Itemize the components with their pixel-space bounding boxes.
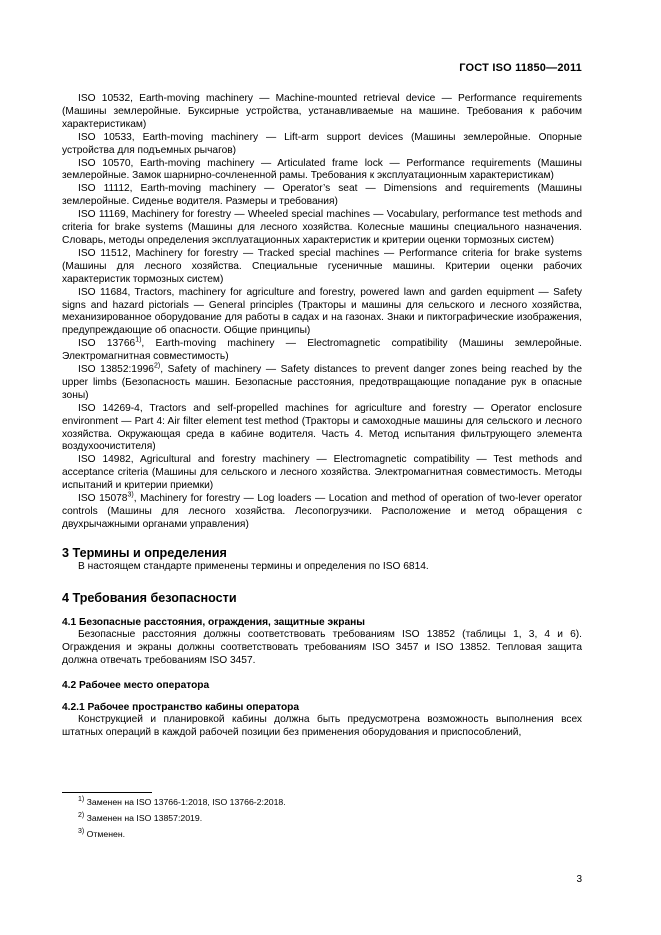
footnote-item: $^{2)}$ Заменен на ISO 13857:2019. — [78, 812, 203, 823]
reference-item: ISO 11684, Tractors, machinery for agriculture and forestry, powered lawn and garden equipment — Safety signs and hazard pictorials — General principles (Тракторы и машины для сельского и лесного хозяйства, механизированное оборудование для работы в садах и на газонах. Знаки и пиктографические изображения, предупреждающие об опасности. Общие принципы) — [62, 286, 582, 337]
page-number: 3 — [576, 874, 582, 885]
reference-item: ISO 11112, Earth-moving machinery — Operator’s seat — Dimensions and requirements (Машины землеройные. Сиденье водителя. Размеры и требования) — [62, 183, 582, 208]
footnote-item: $^{3)}$ Отменен. — [78, 828, 126, 839]
reference-item: ISO 10533, Earth-moving machinery — Lift-arm support devices (Машины землеройные. Опорные устройства для подъемных рычагов) — [62, 131, 582, 156]
footnotes — [62, 792, 582, 845]
reference-item: ISO 14269-4, Tractors and self-propelled machines for agriculture and forestry — Operator enclosure environment — Part 4: Air filter element test method (Тракторы и самоходные машины для сельского и лесного хозяйства. Окружающая среда в кабине водителя. Часть 4. Метод испытания фильтрующего элемента воздухоочистителя) — [62, 402, 582, 453]
subsection-4-1-heading: 4.1 Безопасные расстояния, ограждения, защитные экраны — [62, 616, 365, 628]
subsection-4-2-1-heading: 4.2.1 Рабочее пространство кабины оператора — [62, 702, 300, 714]
footnote-mark: 3) — [78, 828, 85, 836]
footnote-ref: 3) — [127, 491, 134, 499]
footnote-divider — [62, 792, 152, 793]
reference-item: ISO 11169, Machinery for forestry — Wheeled special machines — Vocabulary, performance test methods and criteria for brake systems (Машины для лесного хозяйства. Колесные машины специального назначения. Словарь, методы определения эксплуатационных характеристик и критерии оценки тормозных систем) — [62, 209, 582, 246]
reference-item: ISO 10532, Earth-moving machinery — Machine-mounted retrieval device — Performance requirements (Машины землеройные. Буксирные устройства, устанавливаемые на машине. Требования к рабочим характеристикам) — [62, 93, 582, 130]
footnote-item: $^{1)}$ Заменен на ISO 13766-1:2018, ISO 13766-2:2018. — [78, 796, 286, 807]
footnote-ref: 2) — [153, 362, 161, 370]
reference-item: ISO 11512, Machinery for forestry — Tracked special machines — Performance criteria for brake systems (Машины для лесного хозяйства. Специальные гусеничные машины. Критерии оценки рабочих характеристик тормозных систем) — [62, 247, 582, 285]
footnote-mark: 2) — [78, 812, 85, 820]
section-4-heading: 4 Требования безопасности — [62, 590, 237, 605]
reference-item: ISO 13852:1996$^{2)}$, Safety of machinery — Safety distances to prevent danger zones being reached by the upper limbs (Безопасность машин. Безопасные расстояния, предотвращающие попадание рук в опасные зоны) — [62, 362, 583, 401]
subsection-4-1-body: Безопасные расстояния должны соответствовать требованиям ISO 13852 (таблицы 1, 3, 4 и 6). Ограждения и экраны должны соответствовать требованиям ISO 3457 и ISO 13852. Тепловая защита должна отвечать требованиям ISO 3457. — [62, 628, 582, 666]
reference-item: ISO 10570, Earth-moving machinery — Articulated frame lock — Performance requirements (Машины землеройные. Замок шарнирно-сочлененной рамы. Требования к эксплуатационным характеристикам) — [62, 157, 582, 182]
document-header: ГОСТ ISO 11850—2011 — [459, 62, 582, 74]
footnote-mark: 1) — [78, 796, 85, 804]
subsection-4-2-heading: 4.2 Рабочее место оператора — [62, 680, 210, 692]
page-content — [62, 93, 582, 740]
reference-item: ISO 13766$^{1)}$, Earth-moving machinery — Electromagnetic compatibility (Машины землеройные. Электромагнитная совместимость) — [62, 336, 582, 363]
reference-item: ISO 15078$^{3)}$, Machinery for forestry — Log loaders — Location and method of operation of two-lever operator controls (Машины для лесного хозяйства. Лесопогрузчики. Расположение и метод обращения с двухрычажными органами управления) — [62, 491, 582, 530]
section-3-body: В настоящем стандарте применены термины и определения по ISO 6814. — [78, 560, 429, 572]
reference-item: ISO 14982, Agricultural and forestry machinery — Electromagnetic compatibility — Test methods and acceptance criteria (Машины для сельского и лесного хозяйства. Электромагнитная совместимость. Методы испытаний и критерии приемки) — [62, 454, 582, 492]
normative-references-list — [62, 93, 582, 532]
footnote-ref: 1) — [135, 336, 142, 344]
subsection-4-2-1-body: Конструкцией и планировкой кабины должна быть предусмотрена возможность выполнения всех штатных операций в каждой рабочей позиции без применения оборудования и приспособлений, — [62, 714, 582, 739]
section-3-heading: 3 Термины и определения — [62, 545, 227, 560]
